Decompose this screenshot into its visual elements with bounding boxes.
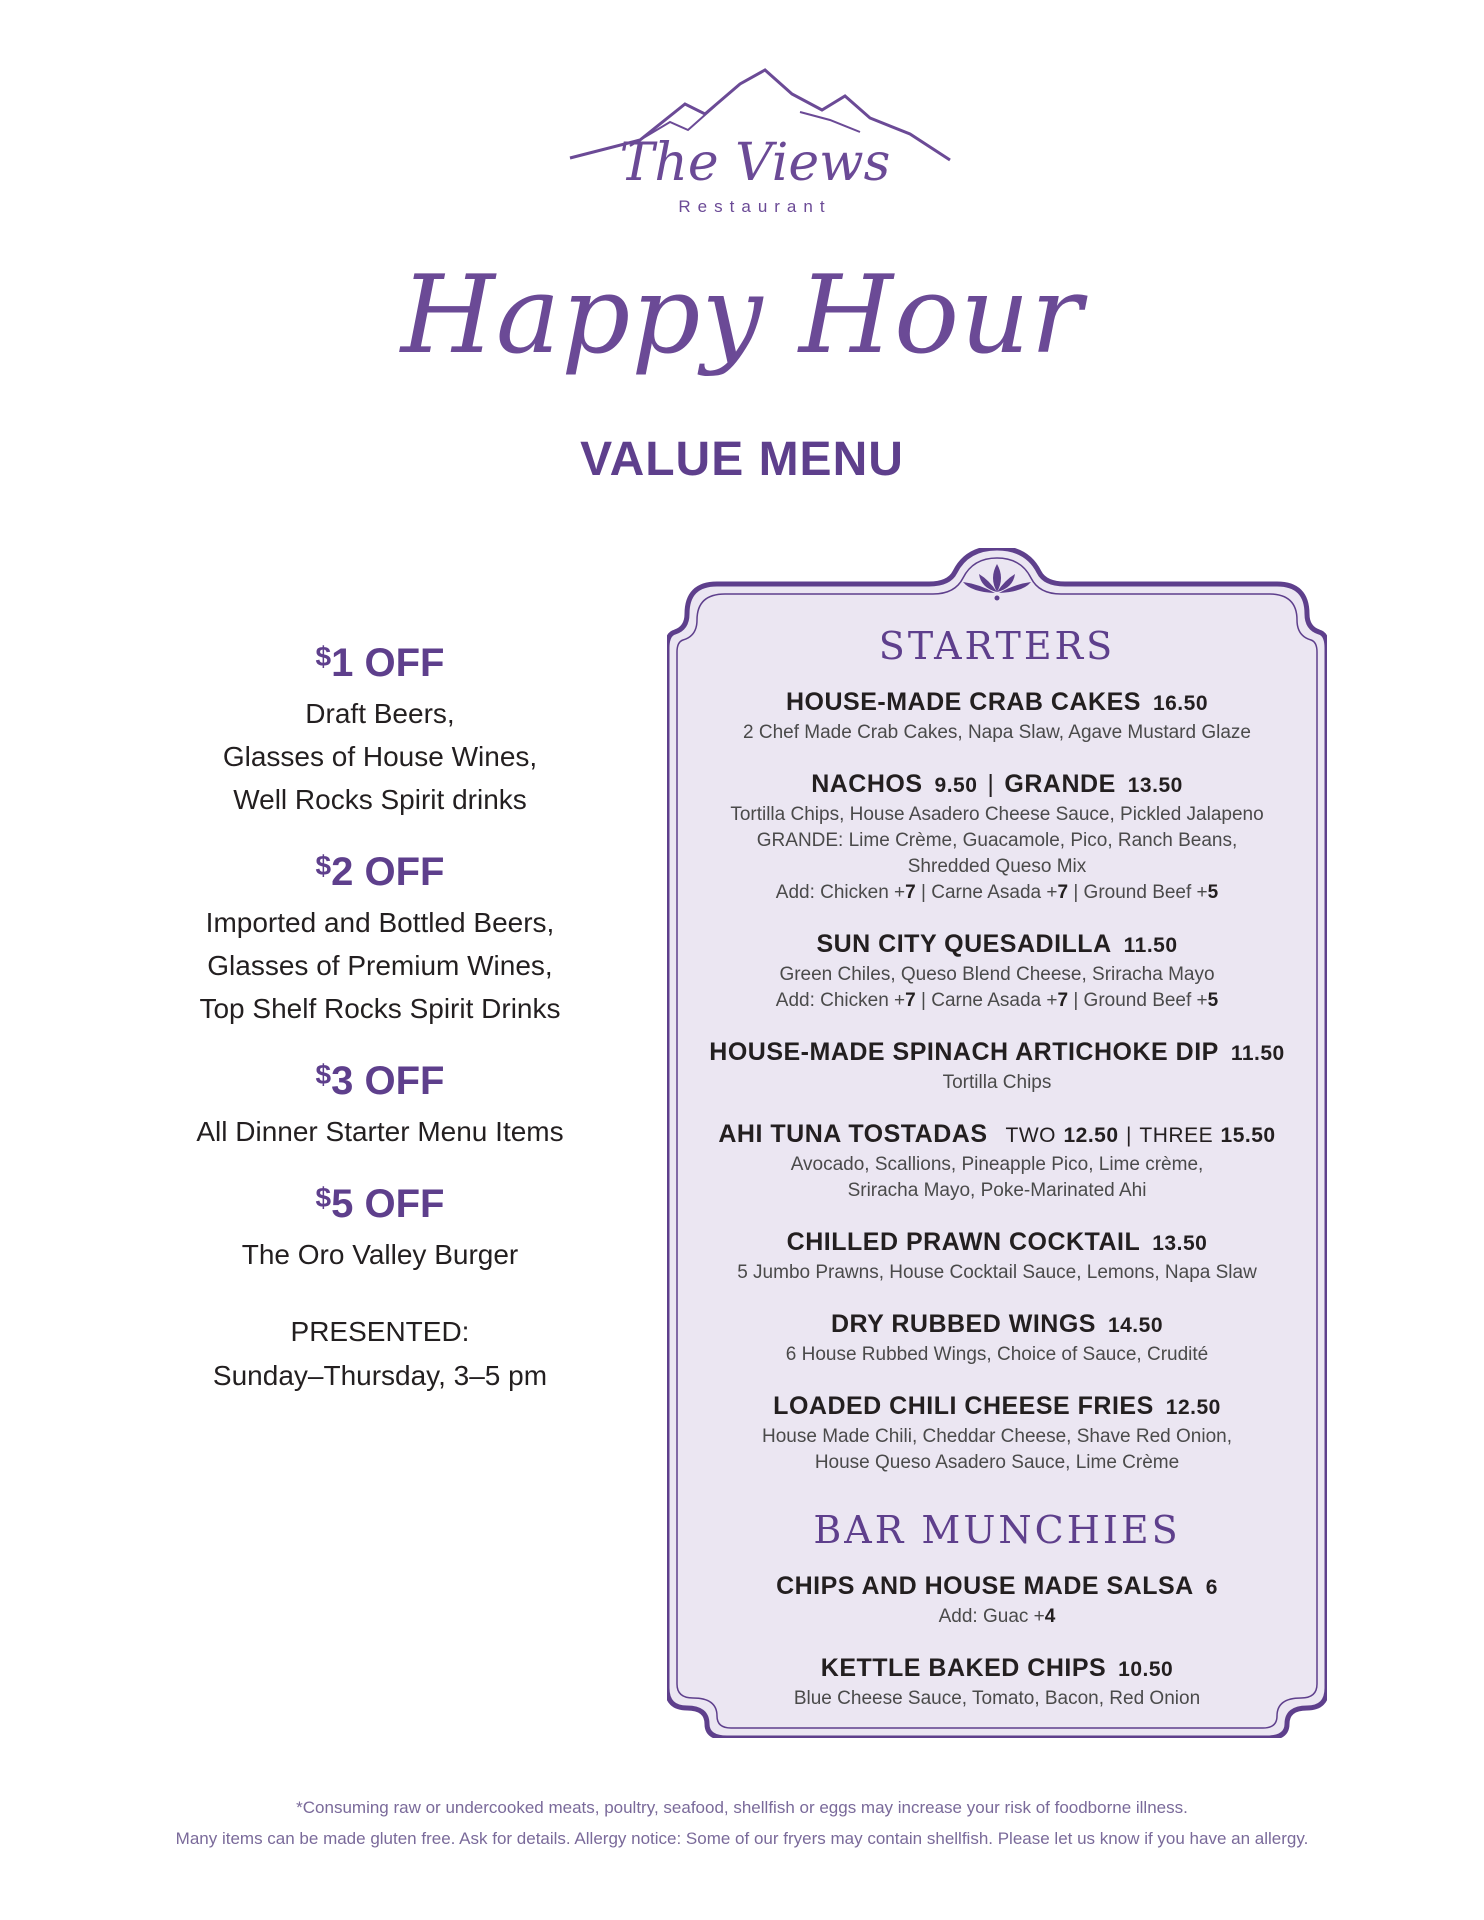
offer-2-off [170, 849, 590, 1030]
offer-line: All Dinner Starter Menu Items [196, 1116, 564, 1147]
item-price: 10.50 [1118, 1658, 1174, 1681]
menu-item [687, 1226, 1307, 1286]
offer-line: Glasses of House Wines, [222, 741, 538, 772]
item-description: House Made Chili, Cheddar Cheese, Shave Red Onion, [762, 1426, 1232, 1447]
item-name: LOADED CHILI CHEESE FRIES [773, 1392, 1154, 1420]
item-description: Sriracha Mayo, Poke-Marinated Ahi [847, 1180, 1147, 1201]
item-name: NACHOS [811, 770, 923, 798]
offer-line: Imported and Bottled Beers, [205, 907, 555, 938]
item-description: 5 Jumbo Prawns, House Cocktail Sauce, Lemons, Napa Slaw [737, 1262, 1257, 1283]
footer-line: Many items can be made gluten free. Ask for details. Allergy notice: Some of our fryers may contain shellfish. Please let us know if you have an allergy. [175, 1829, 1309, 1848]
item-price-alt: 13.50 [1127, 774, 1183, 797]
offer-title: $1 OFF [315, 641, 445, 685]
separator: | [987, 770, 995, 798]
item-description: Shredded Queso Mix [907, 856, 1087, 877]
item-price: 11.50 [1230, 1042, 1285, 1065]
starters-heading: STARTERS [878, 624, 1116, 668]
item-description: Blue Cheese Sauce, Tomato, Bacon, Red Onion [793, 1688, 1201, 1709]
menu-item [687, 1652, 1307, 1712]
item-description: Green Chiles, Queso Blend Cheese, Sriracha Mayo [779, 964, 1215, 985]
footer-notice [0, 1792, 1484, 1854]
separator: | [1125, 1124, 1132, 1147]
logo-subtitle: Restaurant [678, 197, 832, 216]
item-name: CHIPS AND HOUSE MADE SALSA [776, 1572, 1194, 1600]
item-description: Tortilla Chips [942, 1072, 1052, 1093]
item-description: House Queso Asadero Sauce, Lime Crème [814, 1452, 1180, 1473]
menu-content [687, 624, 1307, 1734]
item-price: 6 [1205, 1576, 1218, 1599]
offer-1-off [170, 640, 590, 821]
menu-item [687, 1036, 1307, 1096]
item-price: 14.50 [1107, 1314, 1164, 1337]
menu-item [687, 1390, 1307, 1476]
item-price: 9.50 [934, 774, 978, 797]
menu-item [687, 928, 1307, 1014]
item-option-price: 12.50 [1063, 1124, 1119, 1147]
item-name: SUN CITY QUESADILLA [816, 930, 1112, 958]
offer-line: Glasses of Premium Wines, [207, 950, 553, 981]
item-name: DRY RUBBED WINGS [830, 1310, 1096, 1338]
value-menu-subtitle: VALUE MENU [580, 433, 904, 486]
discount-offers [170, 640, 590, 1398]
menu-item [687, 1308, 1307, 1368]
menu-item [687, 686, 1307, 746]
footer-line: *Consuming raw or undercooked meats, poultry, seafood, shellfish or eggs may increase your risk of foodborne illness. [296, 1798, 1188, 1817]
item-price: 11.50 [1123, 934, 1178, 957]
offer-5-off [170, 1181, 590, 1276]
menu-item [687, 768, 1307, 906]
item-name: KETTLE BAKED CHIPS [820, 1654, 1107, 1682]
item-addons: Add: Chicken +7 | Carne Asada +7 | Ground Beef +5 [775, 882, 1219, 903]
offer-line: Well Rocks Spirit drinks [233, 784, 527, 815]
logo-script: The Views [619, 133, 891, 193]
item-description: Tortilla Chips, House Asadero Cheese Sauce, Pickled Jalapeno [730, 804, 1264, 825]
offer-title: $2 OFF [315, 850, 445, 894]
item-name: CHILLED PRAWN COCKTAIL [786, 1228, 1141, 1256]
starters-menu-card [667, 548, 1327, 1738]
restaurant-logo [560, 62, 960, 222]
item-name-alt: GRANDE [1004, 770, 1116, 798]
item-option-price: 15.50 [1220, 1124, 1276, 1147]
mountain-logo-icon [560, 62, 960, 222]
happy-hour-title: Happy Hour [400, 253, 1084, 378]
item-description: Avocado, Scallions, Pineapple Pico, Lime crème, [790, 1154, 1204, 1175]
bar-munchies-heading: BAR MUNCHIES [813, 1508, 1181, 1552]
menu-item [687, 1118, 1307, 1204]
offer-line: Top Shelf Rocks Spirit Drinks [199, 993, 561, 1024]
offer-title: $5 OFF [315, 1182, 445, 1226]
presented-times [170, 1310, 590, 1398]
menu-item [687, 1570, 1307, 1630]
item-description: 6 House Rubbed Wings, Choice of Sauce, Crudité [785, 1344, 1209, 1365]
item-description: GRANDE: Lime Crème, Guacamole, Pico, Ranch Beans, [756, 830, 1238, 851]
item-option: TWO [1005, 1124, 1057, 1147]
item-price: 13.50 [1152, 1232, 1208, 1255]
offer-3-off [170, 1058, 590, 1153]
item-addons: Add: Chicken +7 | Carne Asada +7 | Ground Beef +5 [775, 990, 1219, 1011]
item-option: THREE [1139, 1124, 1214, 1147]
item-addons: Add: Guac +4 [938, 1606, 1056, 1627]
item-name: HOUSE-MADE SPINACH ARTICHOKE DIP [709, 1038, 1219, 1066]
item-name: AHI TUNA TOSTADAS [718, 1120, 988, 1148]
presented-label: PRESENTED: [290, 1316, 470, 1347]
presented-when: Sunday–Thursday, 3–5 pm [212, 1360, 548, 1391]
offer-title: $3 OFF [315, 1059, 445, 1103]
offer-line: The Oro Valley Burger [241, 1239, 519, 1270]
item-price: 12.50 [1165, 1396, 1221, 1419]
item-name: HOUSE-MADE CRAB CAKES [785, 688, 1141, 716]
offer-line: Draft Beers, [305, 698, 455, 729]
item-description: 2 Chef Made Crab Cakes, Napa Slaw, Agave Mustard Glaze [743, 722, 1251, 743]
item-price: 16.50 [1152, 692, 1209, 715]
